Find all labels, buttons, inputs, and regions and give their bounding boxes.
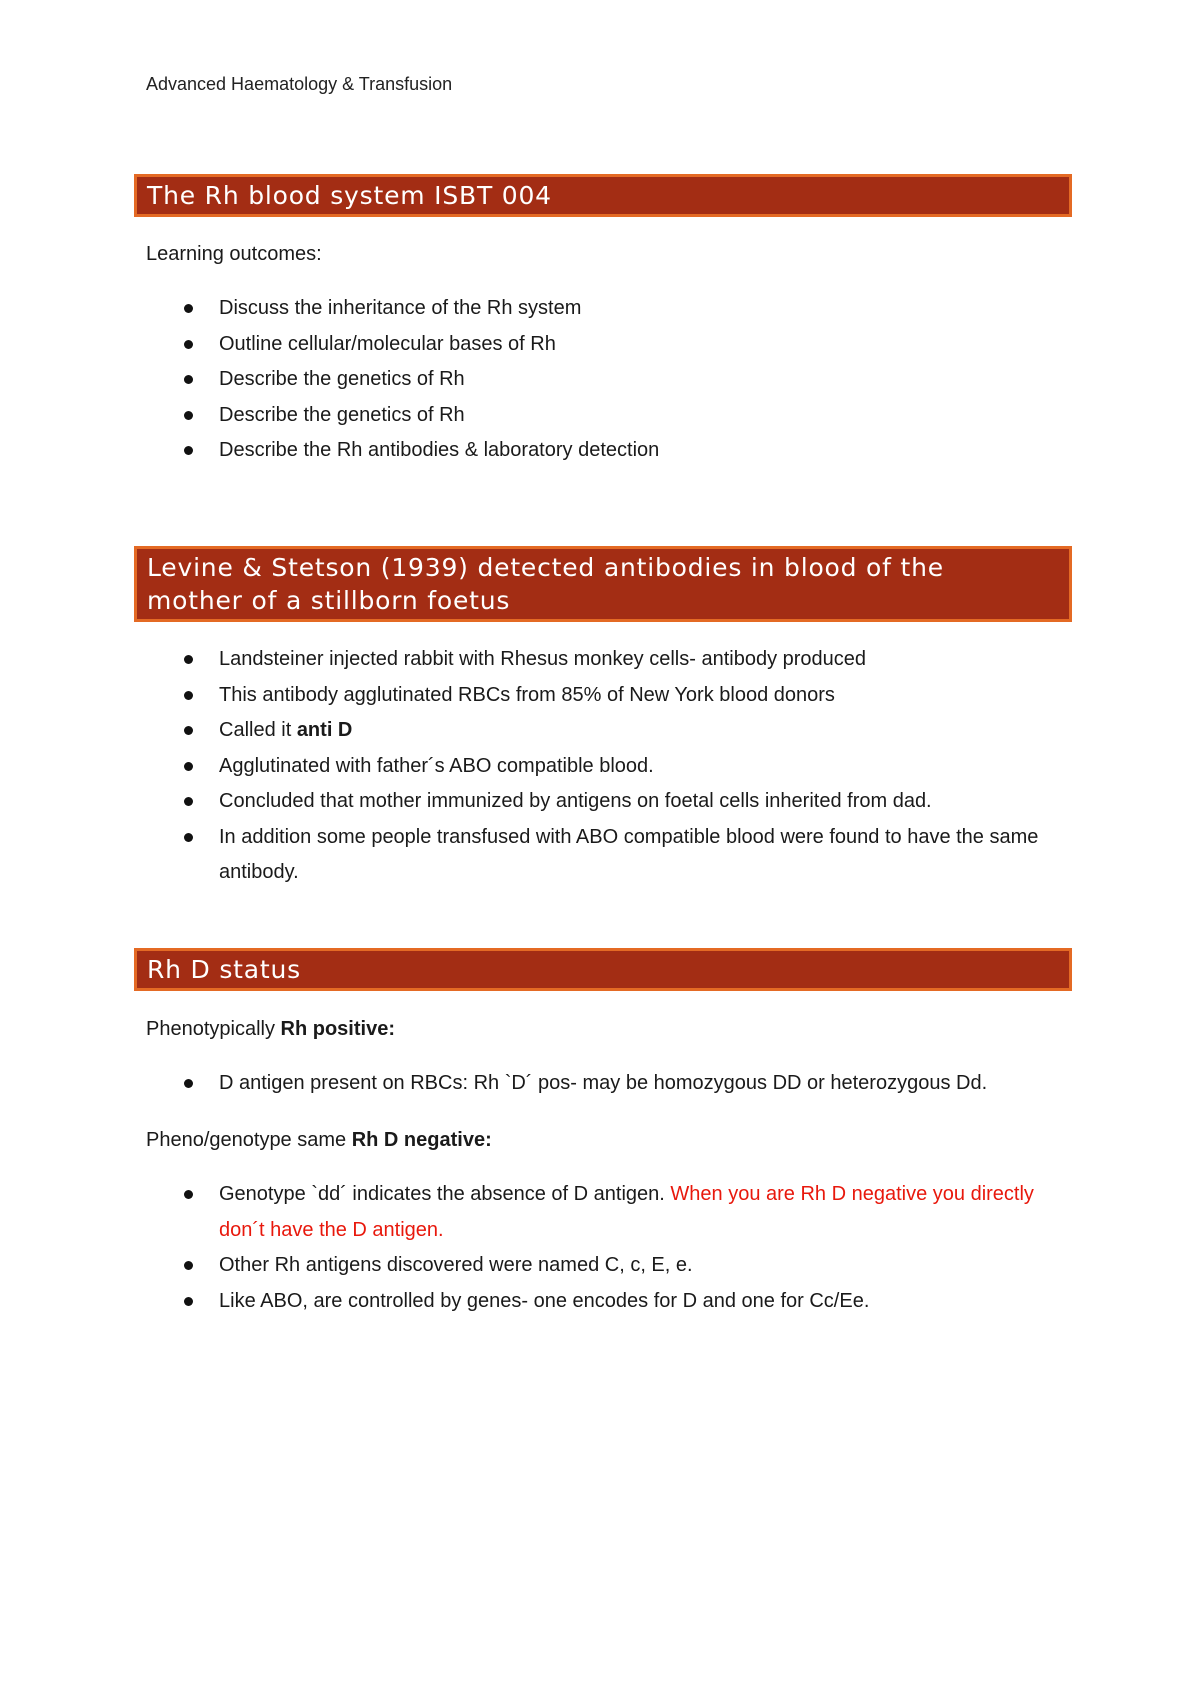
bullet-icon — [184, 762, 193, 771]
list-item-text: D antigen present on RBCs: Rh `D´ pos- may be homozygous DD or heterozygous Dd. — [219, 1072, 988, 1094]
list-item — [146, 713, 1066, 749]
bullet-icon — [184, 375, 193, 384]
bullet-icon — [184, 1190, 193, 1199]
list-item — [146, 678, 1066, 714]
learning-outcomes-list — [146, 291, 1066, 469]
list-item-text: Discuss the inheritance of the Rh system — [219, 297, 582, 319]
list-item — [146, 1177, 1066, 1248]
list-item-text: Genotype `dd´ indicates the absence of D antigen. — [219, 1183, 671, 1205]
list-item — [146, 1066, 1066, 1102]
list-item — [146, 749, 1066, 785]
page-header: Advanced Haematology & Transfusion — [146, 74, 453, 94]
list-item — [146, 820, 1066, 891]
bold-term: anti D — [296, 719, 353, 741]
list-item-text: Describe the genetics of Rh — [219, 368, 465, 390]
list-item — [146, 291, 1066, 327]
bullet-icon — [184, 340, 193, 349]
rh-positive-list — [146, 1066, 1066, 1102]
list-item-text: Called it — [219, 719, 297, 741]
rh-positive-intro: Phenotypically — [146, 1018, 281, 1040]
section-heading-rh-d-status: Rh D status — [134, 948, 1072, 991]
section-heading-line-1: Levine & Stetson (1939) detected antibodies in blood of the — [147, 553, 944, 582]
list-item-text: Other Rh antigens discovered were named C, c, E, e. — [219, 1254, 693, 1276]
bullet-icon — [184, 1297, 193, 1306]
bullet-icon — [184, 655, 193, 664]
bullet-icon — [184, 691, 193, 700]
list-item — [146, 784, 1066, 820]
list-item — [146, 433, 1066, 469]
list-item — [146, 1284, 1066, 1320]
list-item-text: Outline cellular/molecular bases of Rh — [219, 332, 556, 355]
section-heading-rh-blood-system: The Rh blood system ISBT 004 — [134, 174, 1072, 217]
list-item-text: Describe the genetics of Rh — [219, 403, 465, 426]
list-item-text: This antibody agglutinated RBCs from 85% of New York blood donors — [219, 683, 835, 706]
bullet-icon — [184, 797, 193, 806]
bullet-icon — [184, 833, 193, 842]
section-heading-line-2: mother of a stillborn foetus — [147, 586, 511, 615]
list-item — [146, 398, 1066, 434]
rh-negative-bold: Rh D negative: — [351, 1129, 492, 1151]
bullet-icon — [184, 446, 193, 455]
rh-negative-intro: Pheno/genotype same — [146, 1129, 352, 1151]
rh-positive-bold: Rh positive: — [280, 1018, 395, 1040]
list-item-text: In addition some people transfused with ABO compatible blood were found to have the same antibody. — [219, 825, 1039, 883]
list-item-text: Agglutinated with father´s ABO compatible blood. — [219, 754, 654, 777]
bullet-icon — [184, 304, 193, 313]
rh-negative-label — [146, 1122, 492, 1158]
section-heading-levine-stetson — [134, 546, 1072, 622]
rh-positive-label — [146, 1011, 395, 1047]
rh-negative-list — [146, 1177, 1066, 1319]
bullet-icon — [184, 1261, 193, 1270]
list-item-text: Landsteiner injected rabbit with Rhesus monkey cells- antibody produced — [219, 648, 867, 670]
list-item — [146, 327, 1066, 363]
list-item-text: Describe the Rh antibodies & laboratory detection — [219, 439, 660, 461]
list-item — [146, 362, 1066, 398]
bullet-icon — [184, 411, 193, 420]
bullet-icon — [184, 726, 193, 735]
list-item-text: Like ABO, are controlled by genes- one encodes for D and one for Cc/Ee. — [219, 1289, 870, 1312]
bullet-icon — [184, 1079, 193, 1088]
list-item — [146, 1248, 1066, 1284]
learning-outcomes-label: Learning outcomes: — [146, 243, 322, 265]
levine-stetson-list — [146, 642, 1066, 891]
list-item — [146, 642, 1066, 678]
highlighted-note: When you are Rh D negative you directly don´t have the D antigen. — [219, 1183, 1034, 1241]
list-item-text: Concluded that mother immunized by antigens on foetal cells inherited from dad. — [219, 790, 932, 812]
